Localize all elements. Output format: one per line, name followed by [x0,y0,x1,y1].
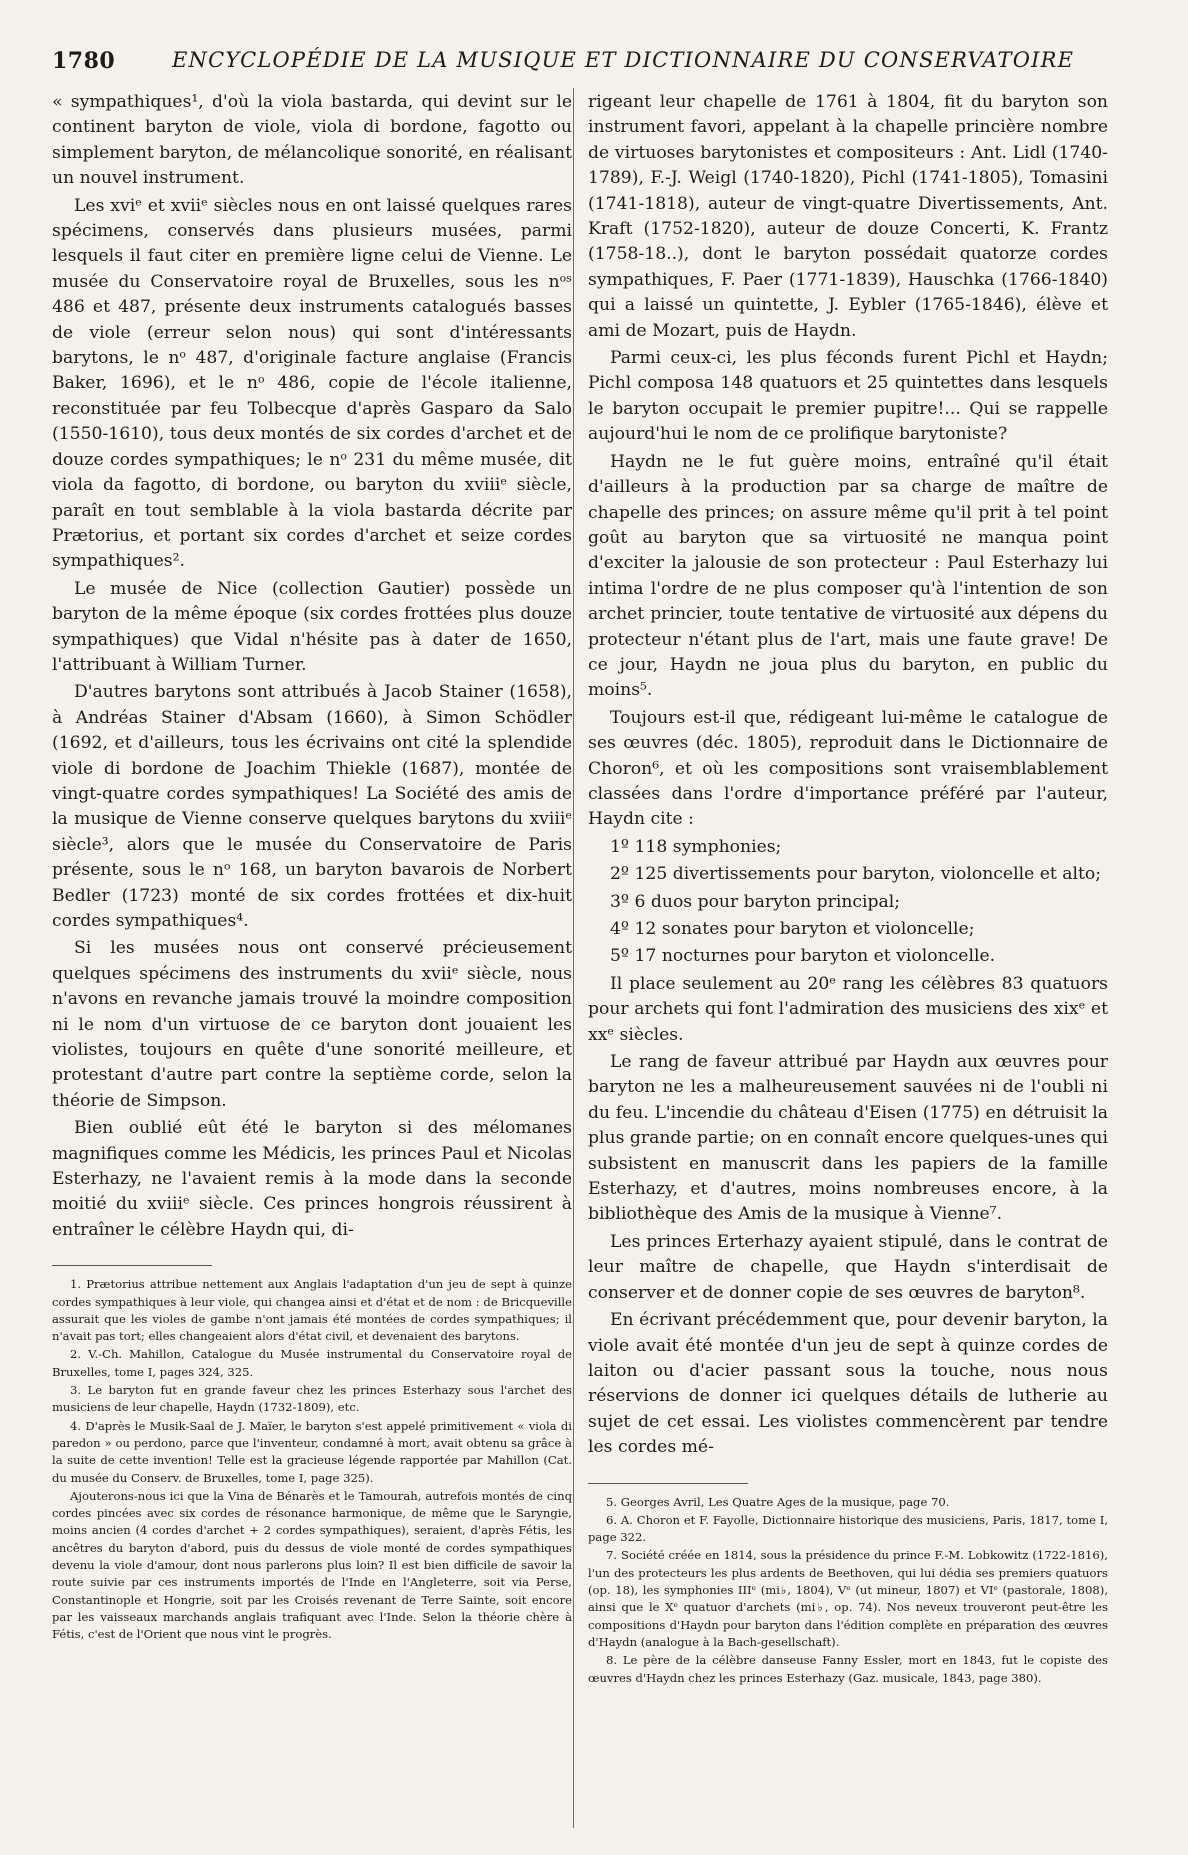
body-paragraph: Parmi ceux-ci, les plus féconds furent Pichl et Haydn; Pichl composa 148 quatuors et 25 quintettes dans lesquels le baryton occupait le premier pupitre!... Qui se rappelle aujourd'hui le nom de ce prolifique barytoniste? [588,348,1108,445]
footnote: 2. V.-Ch. Mahillon, Catalogue du Musée instrumental du Conservatoire royal de Bruxelles, tome I, pages 324, 325. [52,1347,572,1379]
body-paragraph: En écrivant précédemment que, pour devenir baryton, la viole avait été montée d'un jeu de sept à quinze cordes de laiton ou d'acier passant sous la touche, nous nous réservions de donner ici quelques détails de lutherie au sujet de cet essai. Les violistes commencèrent par tendre les cordes mé- [588,1310,1108,1458]
body-paragraph: rigeant leur chapelle de 1761 à 1804, fit du baryton son instrument favori, appelant à la chapelle princière nombre de virtuoses barytonistes et compositeurs : Ant. Lidl (1740-1789), F.-J. Weigl (1740-1820), Pichl (1741-1805), Tomasini (1741-1818), auteur de vingt-quatre Divertissements, Ant. Kraft (1752-1820), auteur de douze Concerti, K. Frantz (1758-18..), dont le baryton possédait quatorze cordes sympathiques, F. Paer (1771-1839), Hauschka (1766-1840) qui a laissé un quintette, J. Eybler (1765-1846), élève et ami de Mozart, puis de Haydn. [588,92,1108,341]
right-column [588,90,1108,1688]
footnote: 6. A. Choron et F. Fayolle, Dictionnaire historique des musiciens, Paris, 1817, tome I, page 322. [588,1512,1108,1545]
body-paragraph: Bien oublié eût été le baryton si des mélomanes magnifiques comme les Médicis, les princes Paul et Nicolas Esterhazy, ne l'avaient remis à la mode dans la seconde moitié du xviiiᵉ siècle. Ces princes hongrois réussirent à entraîner le célèbre Haydn qui, di- [52,1118,572,1240]
page-number: 1780 [52,48,116,74]
footnote-rule [52,1265,212,1266]
footnote: 5. Georges Avril, Les Quatre Ages de la musique, page 70. [606,1494,950,1509]
body-paragraph: Haydn ne le fut guère moins, entraîné qu'il était d'ailleurs à la production par sa charge de maître de chapelle des princes; on assure même qu'il prit à tel point goût au baryton que sa virtuosité ne manqua point d'exciter la jalousie de son protecteur : Paul Esterhazy lui intima l'ordre de ne plus composer qu'à l'intention de son archet princier, toute tentative de virtuosité aux dépens du protecteur n'étant plus de l'art, mais une faute grave! De ce jour, Haydn ne joua plus du baryton, en public du moins⁵. [588,451,1108,701]
body-paragraph: D'autres barytons sont attribués à Jacob Stainer (1658), à Andréas Stainer d'Absam (1660), à Simon Schödler (1692, et d'ailleurs, tous les écrivains ont cité la splendide viole di bordone de Joachim Thiekle (1687), montée de vingt-quatre cordes sympathiques! La Société des amis de la musique de Vienne conserve quelques barytons du xviiiᵉ siècle³, alors que le musée du Conservatoire de Paris présente, sous le nᵒ 168, un baryton bavarois de Norbert Bedler (1723) monté de six cordes frottées et dix-huit cordes sympathiques⁴. [52,682,572,931]
page-header [52,42,1132,78]
body-paragraph: « sympathiques¹, d'où la viola bastarda, qui devint sur le continent baryton de viole, viola di bordone, fagotto ou simplement baryton, de mélancolique sonorité, en réalisant un nouvel instrument. [52,92,572,189]
list-item: 4º 12 sonates pour baryton et violoncelle; [610,919,975,939]
footnote: 4. D'après le Musik-Saal de J. Maïer, le baryton s'est appelé primitivement « viola di paredon » ou perdono, parce que l'inventeur, condamné à mort, avait obtenu sa grâce à la suite de cette invention! Telle est la gracieuse légende rapportée par Mahillon (Cat. du musée du Conserv. de Bruxelles, tome I, page 325). [52,1418,572,1485]
footnote: 7. Société créée en 1814, sous la présidence du prince F.-M. Lobkowitz (1722-1816), l'un des protecteurs les plus ardents de Beethoven, qui lui dédia ses premiers quatuors (op. 18), les symphonies IIIᵉ (mi♭, 1804), Vᵉ (ut mineur, 1807) et VIᵉ (pastorale, 1808), ainsi que le Xᵉ quatuor d'archets (mi♭, op. 74). Nos neveux trouveront peut-être les compositions d'Haydn pour baryton dans l'édition complète en préparation des œuvres d'Haydn (analogue à la Bach-gesellschaft). [588,1548,1108,1649]
haydn-works-list [588,835,1108,970]
body-paragraph: Si les musées nous ont conservé précieusement quelques spécimens des instruments du xviiᵉ siècle, nous n'avons en revanche jamais trouvé la moindre composition ni le nom d'un virtuose de ce baryton dont jouaient les violistes, toujours en quête d'une sonorité meilleure, et protestant d'autre part contre la septième corde, selon la théorie de Simpson. [52,938,572,1111]
footnote: 8. Le père de la célèbre danseuse Fanny Essler, mort en 1843, fut le copiste des œuvres d'Haydn chez les princes Esterhazy (Gaz. musicale, 1843, page 380). [588,1653,1108,1685]
body-paragraph: Il place seulement au 20ᵉ rang les célèbres 83 quatuors pour archets qui font l'admiration des musiciens des xixᵉ et xxᵉ siècles. [588,973,1108,1045]
body-paragraph: Les xviᵉ et xviiᵉ siècles nous en ont laissé quelques rares spécimens, conservés dans plusieurs musées, parmi lesquels il faut citer en première ligne celui de Vienne. Le musée du Conservatoire royal de Bruxelles, sous les nᵒˢ 486 et 487, présente deux instruments catalogués basses de viole (erreur selon nous) qui sont d'intéressants barytons, le nᵒ 487, d'originale facture anglaise (Francis Baker, 1696), et le nᵒ 486, copie de l'école italienne, reconstituée par feu Tolbecque d'après Gasparo da Salo (1550-1610), tous deux montés de six cordes d'archet et de douze cordes sympathiques; le nᵒ 231 du même musée, dit viola da fagotto, di bordone, ou baryton du xviiiᵉ siècle, paraît en tout semblable à la viola bastarda décrite par Prætorius, et portant six cordes d'archet et seize cordes sympathiques². [52,195,572,572]
footnote-rule [588,1483,748,1484]
column-divider [573,88,574,1828]
list-item: 3º 6 duos pour baryton principal; [610,891,901,912]
list-item: 5º 17 nocturnes pour baryton et violoncelle. [610,946,996,967]
footnote: 3. Le baryton fut en grande faveur chez les princes Esterhazy sous l'archet des musiciens de leur chapelle, Haydn (1732-1809), etc. [52,1383,572,1415]
running-title: ENCYCLOPÉDIE DE LA MUSIQUE ET DICTIONNAIRE DU CONSERVATOIRE [172,48,1075,72]
right-footnotes [588,1483,1108,1687]
list-item: 2º 125 divertissements pour baryton, violoncelle et alto; [610,864,1102,885]
list-item: 1º 118 symphonies; [610,836,782,857]
body-paragraph: Les princes Erterhazy ayaient stipulé, dans le contrat de leur maître de chapelle, que Haydn s'interdisait de conserver et de donner copie de ses œuvres de baryton⁸. [588,1231,1108,1303]
left-column [52,90,572,1645]
body-paragraph: Le musée de Nice (collection Gautier) possède un baryton de la même époque (six cordes frottées plus douze sympathiques) que Vidal n'hésite pas à dater de 1650, l'attribuant à William Turner. [52,578,572,675]
footnote: 1. Prætorius attribue nettement aux Anglais l'adaptation d'un jeu de sept à quinze cordes sympathiques à leur viole, qui changea ainsi et d'état et de nom : de Bricqueville assurait que les violes de gambe n'ont jamais été montées de cordes sympathiques; il n'avait pas tort; elles changeaient alors d'état civil, et devenaient des barytons. [52,1277,572,1344]
body-paragraph: Le rang de faveur attribué par Haydn aux œuvres pour baryton ne les a malheureusement sauvées ni de l'oubli ni du feu. L'incendie du château d'Eisen (1775) en détruisit la plus grande partie; on en connaît encore quelques-unes qui subsistent en manuscrit dans les papiers de la famille Esterhazy, et d'autres, moins nombreuses encore, à la bibliothèque des Amis de la musique à Vienne⁷. [588,1052,1108,1225]
footnote: Ajouterons-nous ici que la Vina de Bénarès et le Tamourah, autrefois montés de cinq cordes pincées avec six cordes de résonance harmonique, de même que le Saryngie, moins ancien (4 cordes d'archet + 2 cordes sympathiques), seraient, d'après Fétis, les ancêtres du baryton d'abord, puis du dessus de viole monté de cordes sympathiques devenu la viole d'amour, dont nous parlerons plus loin? Il est bien difficile de savoir la route suivie par ces instruments importés de l'Inde en l'Angleterre, soit via Perse, Constantinople et Hongrie, soit par les Croisés revenant de Terre Sainte, soit encore par les vaisseaux marchands anglais trafiquant avec l'Inde. Selon la théorie chère à Fétis, c'est de l'Orient que nous vint le progrès. [52,1488,572,1642]
left-footnotes [52,1265,572,1643]
body-paragraph: Toujours est-il que, rédigeant lui-même le catalogue de ses œuvres (déc. 1805), reproduit dans le Dictionnaire de Choron⁶, et où les compositions sont vraisemblablement classées dans l'ordre d'importance préféré par l'auteur, Haydn cite : [588,707,1108,830]
